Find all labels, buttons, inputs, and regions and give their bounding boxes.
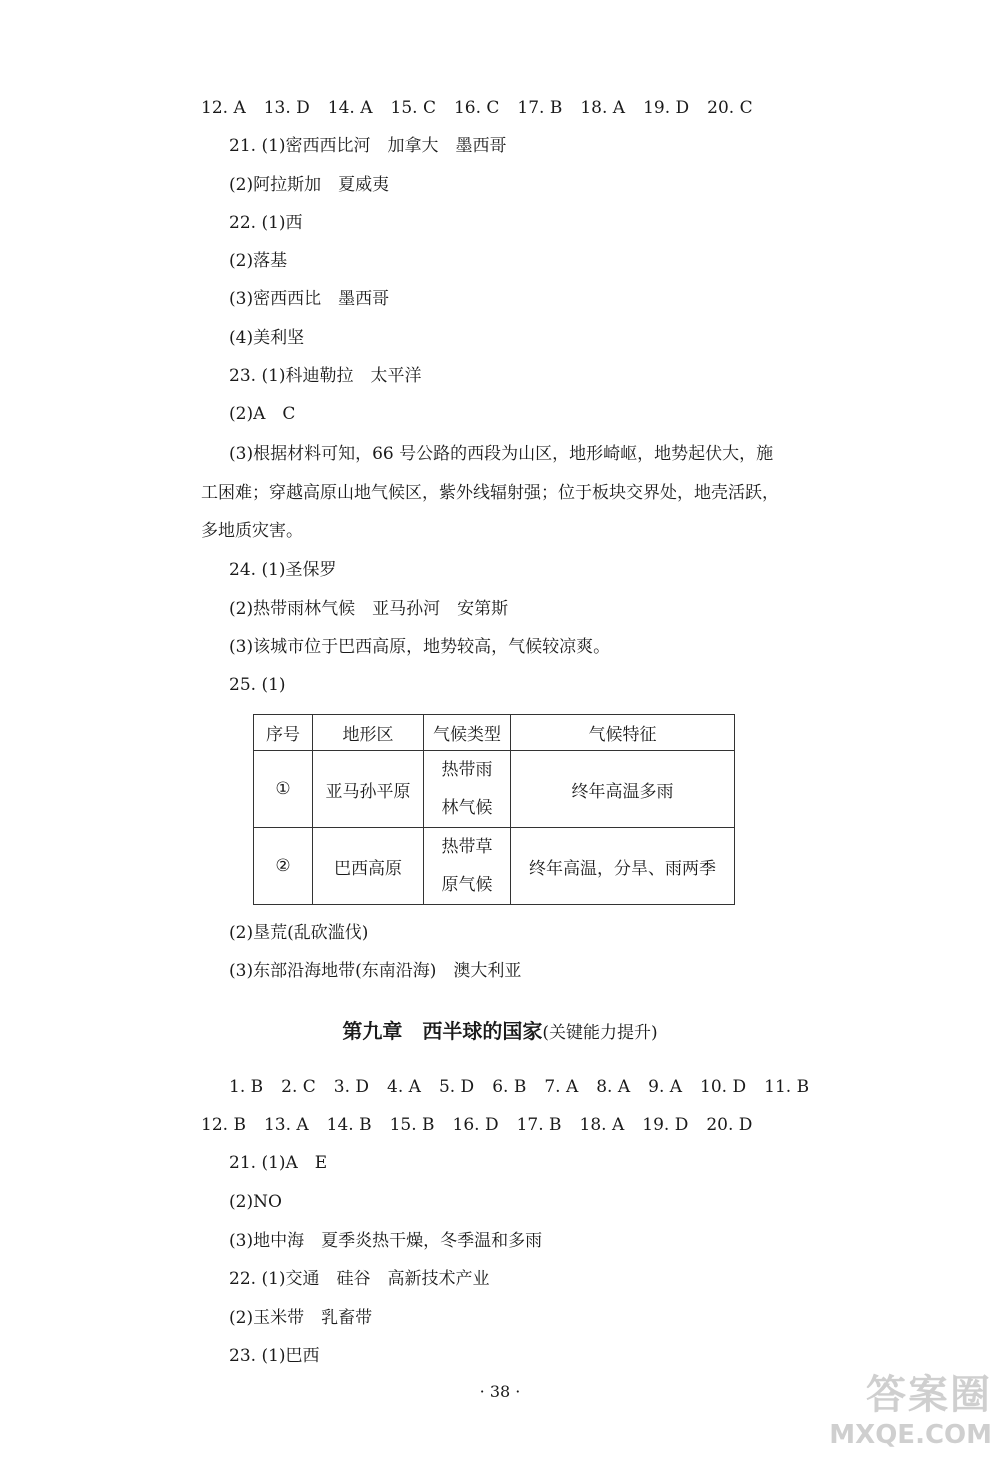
answer-25-3: (3)东部沿海地带(东南沿海) 澳大利亚 xyxy=(229,961,522,981)
answer-b21-3: (3)地中海 夏季炎热干燥，冬季温和多雨 xyxy=(229,1231,543,1251)
answer-23-3-line2: 工困难；穿越高原山地气候区，紫外线辐射强；位于板块交界处，地壳活跃， xyxy=(201,483,779,503)
mc-answer: 12. B xyxy=(201,1115,246,1135)
answer-b21-2: (2)NO xyxy=(229,1192,282,1212)
table-cell-region: 巴西高原 xyxy=(313,828,424,905)
answer-24-1: 24. (1)圣保罗 xyxy=(229,560,337,580)
answer-23-1: 23. (1)科迪勒拉 太平洋 xyxy=(229,366,422,386)
table-cell-climate: 热带雨 林气候 xyxy=(424,751,511,828)
table-cell-climate: 热带草 原气候 xyxy=(424,828,511,905)
answer-21-2: (2)阿拉斯加 夏威夷 xyxy=(229,175,390,195)
site-watermark-logo xyxy=(802,1363,992,1463)
mc-answers-bottom-2 xyxy=(201,1114,770,1136)
answer-22-3: (3)密西西比 墨西哥 xyxy=(229,289,390,309)
table-cell-no: ① xyxy=(254,751,313,828)
table-cell-no: ② xyxy=(254,828,313,905)
answer-24-2: (2)热带雨林气候 亚马孙河 安第斯 xyxy=(229,599,509,619)
table-header: 气候特征 xyxy=(511,715,735,751)
mc-answer: 10. D xyxy=(700,1077,747,1097)
mc-answer: 14. A xyxy=(327,98,373,118)
answer-b21-1: 21. (1)A E xyxy=(229,1153,328,1173)
answer-b22-1: 22. (1)交通 硅谷 高新技术产业 xyxy=(229,1269,490,1289)
table-cell-feature: 终年高温多雨 xyxy=(511,751,735,828)
answer-b23-1: 23. (1)巴西 xyxy=(229,1346,320,1366)
table-cell-region: 亚马孙平原 xyxy=(313,751,424,828)
mc-answers-top xyxy=(201,97,771,119)
table-header: 地形区 xyxy=(313,715,424,751)
mc-answers-bottom-1 xyxy=(229,1076,827,1098)
mc-answer: 19. D xyxy=(643,98,690,118)
mc-answer: 2. C xyxy=(281,1077,316,1097)
answer-25-2: (2)垦荒(乱砍滥伐) xyxy=(229,923,369,943)
mc-answer: 11. B xyxy=(764,1077,810,1097)
mc-answer: 18. A xyxy=(579,1115,625,1135)
mc-answer: 17. B xyxy=(517,98,563,118)
mc-answer: 1. B xyxy=(229,1077,264,1097)
mc-answer: 18. A xyxy=(580,98,626,118)
mc-answer: 12. A xyxy=(201,98,246,118)
answer-24-3: (3)该城市位于巴西高原，地势较高，气候较凉爽。 xyxy=(229,637,611,657)
mc-answer: 7. A xyxy=(544,1077,579,1097)
watermark-line1: 答案圈 xyxy=(866,1372,992,1418)
mc-answer: 13. A xyxy=(263,1115,309,1135)
mc-answer: 6. B xyxy=(492,1077,527,1097)
mc-answer: 15. C xyxy=(390,98,436,118)
answer-23-3-line1: (3)根据材料可知，66 号公路的西段为山区，地形崎岖，地势起伏大，施 xyxy=(229,444,774,464)
table-cell-feature: 终年高温，分旱、雨两季 xyxy=(511,828,735,905)
mc-answer: 16. D xyxy=(452,1115,499,1135)
mc-answer: 5. D xyxy=(438,1077,475,1097)
chapter-title: 第九章 西半球的国家 xyxy=(342,1019,543,1043)
mc-answer: 20. D xyxy=(706,1115,753,1135)
mc-answer: 3. D xyxy=(333,1077,370,1097)
mc-answer: 19. D xyxy=(642,1115,689,1135)
mc-answer: 8. A xyxy=(596,1077,631,1097)
answer-22-4: (4)美利坚 xyxy=(229,328,305,348)
mc-answer: 17. B xyxy=(516,1115,562,1135)
chapter-heading xyxy=(0,1015,1000,1044)
mc-answer: 20. C xyxy=(707,98,753,118)
table-header-row xyxy=(254,715,735,751)
mc-answer: 15. B xyxy=(389,1115,435,1135)
chapter-subtitle: (关键能力提升) xyxy=(542,1023,658,1043)
page-number: · 38 · xyxy=(479,1382,521,1401)
mc-answer: 9. A xyxy=(648,1077,683,1097)
mc-answer: 16. C xyxy=(453,98,500,118)
answer-22-2: (2)落基 xyxy=(229,251,288,271)
answer-21-1: 21. (1)密西西比河 加拿大 墨西哥 xyxy=(229,136,507,156)
answer-23-2: (2)A C xyxy=(229,404,296,424)
answer-23-3-line3: 多地质灾害。 xyxy=(201,521,303,541)
mc-answer: 14. B xyxy=(326,1115,372,1135)
table-header: 序号 xyxy=(254,715,313,751)
mc-answer: 13. D xyxy=(263,98,310,118)
table-row xyxy=(254,828,735,905)
watermark-line2: MXQE.COM xyxy=(829,1420,992,1450)
answer-25-1: 25. (1) xyxy=(229,675,286,695)
answer-25-table xyxy=(253,714,735,905)
answer-b22-2: (2)玉米带 乳畜带 xyxy=(229,1308,373,1328)
table-header: 气候类型 xyxy=(424,715,511,751)
table-row xyxy=(254,751,735,828)
mc-answer: 4. A xyxy=(387,1077,421,1097)
answer-22-1: 22. (1)西 xyxy=(229,213,303,233)
